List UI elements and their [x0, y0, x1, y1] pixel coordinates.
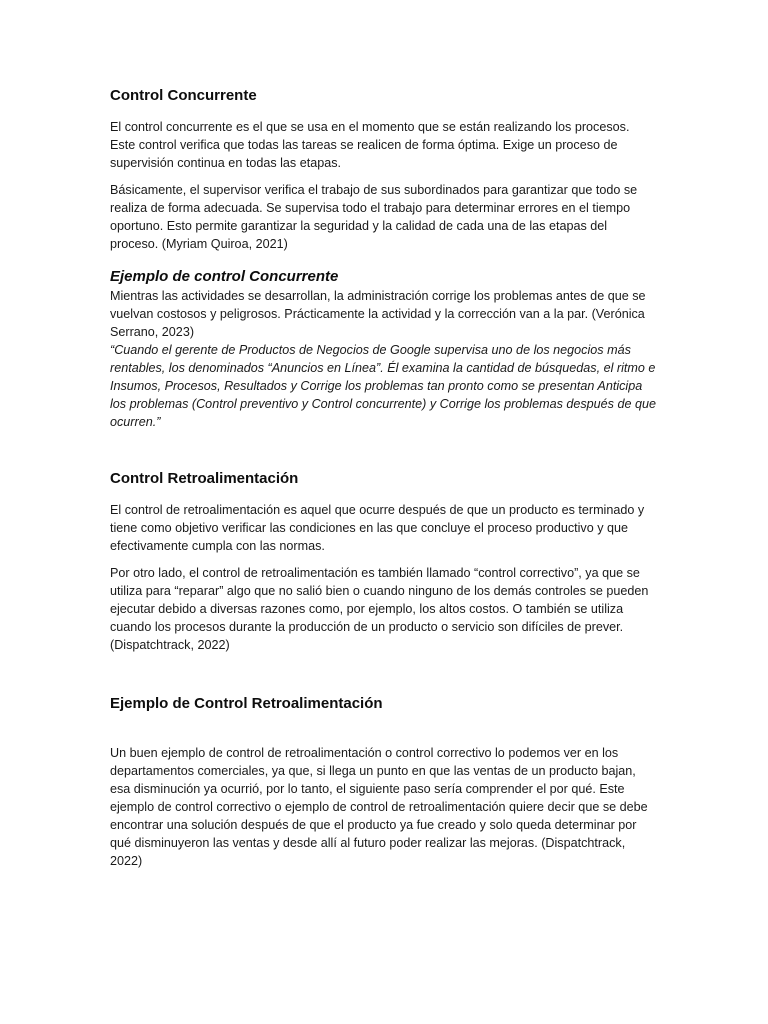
heading-control-concurrente: Control Concurrente — [110, 87, 257, 104]
paragraph: Un buen ejemplo de control de retroalimentación o control correctivo lo podemos ver en los departamentos comerciales, ya que, si llega un punto en que las ventas de un producto bajan, esa disminución ya ocurrió, por lo tanto, el siguiente paso sería comprender el por qué. Este ejemplo de control correctivo o ejemplo de control de retroalimentación quiere decir que se debe encontrar una solución después de que el producto ya fue creado y solo queda determinar por qué disminuyeron las ventas y desde allí al futuro poder realizar las mejoras. (Dispatchtrack, 2022) — [110, 746, 648, 868]
paragraph: Mientras las actividades se desarrollan, la administración corrige los problemas antes de que se vuelvan costosos y peligrosos. Prácticamente la actividad y la corrección van a la par. (Verónica Serrano, 2023) — [110, 289, 646, 339]
paragraph: Por otro lado, el control de retroalimentación es también llamado “control correctivo”, ya que se utiliza para “reparar” algo que no salió bien o cuando ninguno de los demás controles se pueden ejecutar debido a diversas razones como, por ejemplo, los altos costos. O también se utiliza cuando los procesos durante la producción de un producto o servicio son difíciles de prever. (Dispatchtrack, 2022) — [110, 566, 649, 652]
heading-ejemplo-control-concurrente: Ejemplo de control Concurrente — [110, 268, 339, 285]
heading-control-retroalimentacion: Control Retroalimentación — [110, 470, 299, 487]
paragraph: El control concurrente es el que se usa en el momento que se están realizando los procesos. Este control verifica que todas las tareas se realicen de forma óptima. Exige un proceso de supervisión continua en todas las etapas. — [110, 120, 630, 170]
document-body — [110, 86, 658, 870]
paragraph: Básicamente, el supervisor verifica el trabajo de sus subordinados para garantizar que todo se realiza de forma adecuada. Se supervisa todo el trabajo para determinar errores en el tiempo oportuno. Esto permite garantizar la seguridad y la calidad de cada una de las etapas del proceso. (Myriam Quiroa, 2021) — [110, 183, 638, 251]
paragraph: El control de retroalimentación es aquel que ocurre después de que un producto es terminado y tiene como objetivo verificar las condiciones en las que concluye el proceso productivo y que efectivamente cumpla con las normas. — [110, 503, 645, 553]
quote-paragraph: “Cuando el gerente de Productos de Negocios de Google supervisa uno de los negocios más rentables, los denominados “Anuncios en Línea”. Él examina la cantidad de búsquedas, el ritmo e Insumos, Procesos, Resultados y Corrige los problemas tan pronto como se presentan Anticipa los problemas (Control preventivo y Control concurrente) y Corrige los problemas después de que ocurren.” — [110, 343, 656, 429]
heading-ejemplo-control-retroalimentacion: Ejemplo de Control Retroalimentación — [110, 695, 383, 712]
